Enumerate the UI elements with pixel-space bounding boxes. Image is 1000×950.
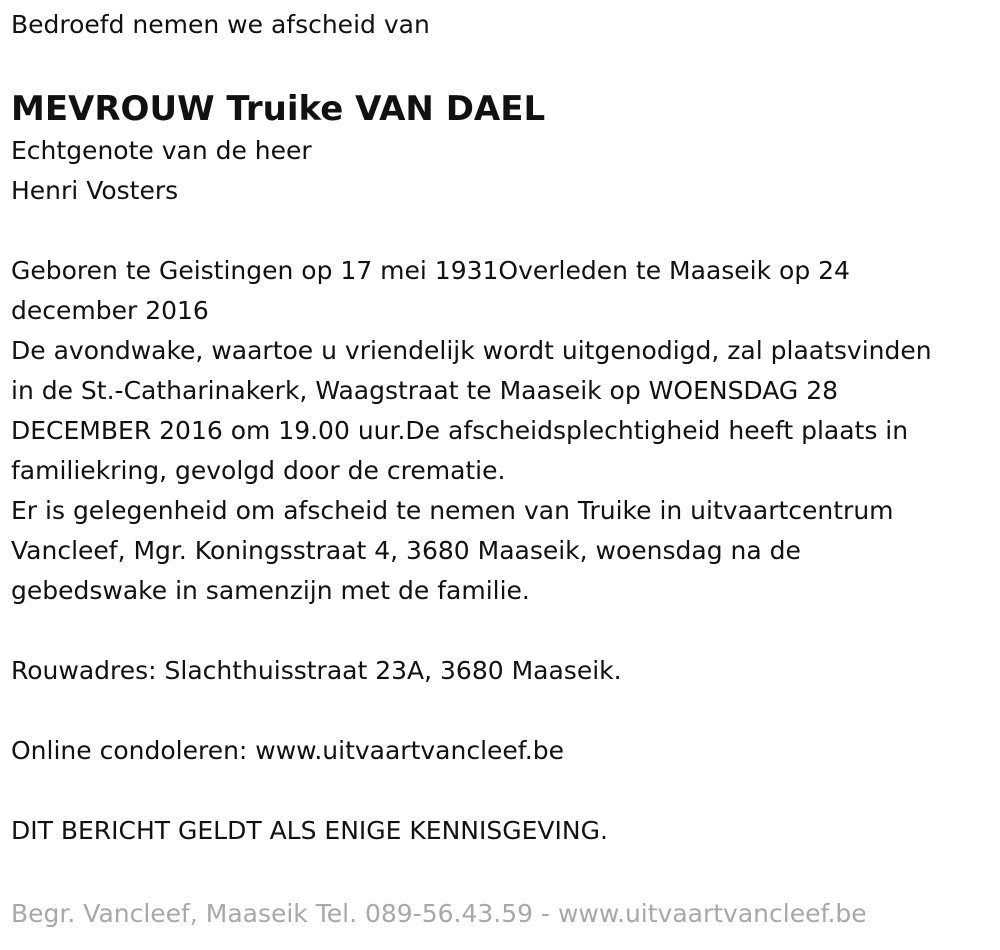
notice-disclaimer: DIT BERICHT GELDT ALS ENIGE KENNISGEVING. <box>11 816 608 845</box>
spacer <box>11 771 991 811</box>
intro-text: Bedroefd nemen we afscheid van <box>11 10 430 39</box>
ceremony-line-5: Er is gelegenheid om afscheid te nemen van Truike in uitvaartcentrum <box>11 496 894 525</box>
funeral-home-footer: Begr. Vancleef, Maaseik Tel. 089-56.43.59 - www.uitvaartvancleef.be <box>11 899 867 928</box>
dates-line-1: Geboren te Geistingen op 17 mei 1931Overleden te Maaseik op 24 <box>11 256 850 285</box>
death-notice <box>11 0 991 851</box>
online-condolences: Online condoleren: www.uitvaartvancleef.be <box>11 736 564 765</box>
spacer <box>11 691 991 731</box>
ceremony-line-4: familiekring, gevolgd door de crematie. <box>11 456 506 485</box>
dates-line-2: december 2016 <box>11 296 209 325</box>
ceremony-line-1: De avondwake, waartoe u vriendelijk wordt uitgenodigd, zal plaatsvinden <box>11 336 932 365</box>
ceremony-line-7: gebedswake in samenzijn met de familie. <box>11 576 530 605</box>
ceremony-line-6: Vancleef, Mgr. Koningsstraat 4, 3680 Maaseik, woensdag na de <box>11 536 801 565</box>
ceremony-line-2: in de St.-Catharinakerk, Waagstraat te Maaseik op WOENSDAG 28 <box>11 376 839 405</box>
spouse-line-2: Henri Vosters <box>11 176 179 205</box>
mourning-address: Rouwadres: Slachthuisstraat 23A, 3680 Maaseik. <box>11 656 622 685</box>
spouse-line-1: Echtgenote van de heer <box>11 136 312 165</box>
deceased-name: MEVROUW Truike VAN DAEL <box>11 89 546 129</box>
spacer <box>11 211 991 251</box>
ceremony-line-3: DECEMBER 2016 om 19.00 uur.De afscheidsplechtigheid heeft plaats in <box>11 416 909 445</box>
spacer <box>11 611 991 651</box>
